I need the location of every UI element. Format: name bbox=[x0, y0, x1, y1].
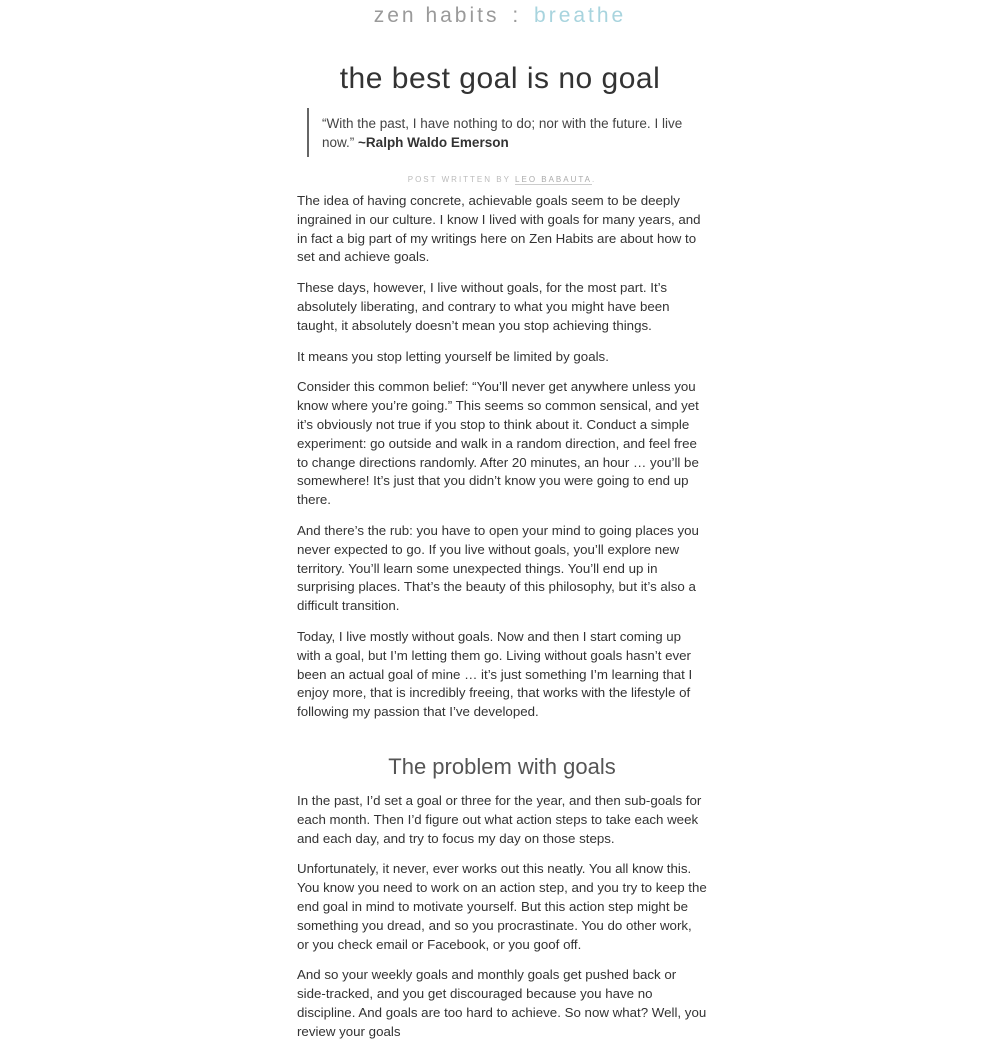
epigraph-quote bbox=[307, 108, 707, 157]
site-name-link[interactable]: zen habits bbox=[373, 4, 500, 27]
paragraph: Consider this common belief: “You’ll never get anywhere unless you know where you’re going.” This seems so common sensical, and yet it’s obviously not true if you stop to think about it. Conduct a simple experiment: go outside and walk in a random direction, and feel free to change directions randomly. After 20 minutes, an hour … you’ll be somewhere! It’s just that you didn’t know you were going to end up there. bbox=[297, 379, 699, 508]
paragraph: Today, I live mostly without goals. Now and then I start coming up with a goal, but I’m letting them go. Living without goals hasn’t ever been an actual goal of mine … it’s just something I’m learning that I enjoy more, that is incredibly freeing, that works with the lifestyle of following my passion that I’ve developed. bbox=[297, 628, 693, 720]
post-title: the best goal is no goal bbox=[339, 62, 661, 95]
site-header bbox=[0, 0, 1000, 34]
paragraph: In the past, I’d set a goal or three for the year, and then sub-goals for each month. Then I’d figure out what action steps to take each week and each day, and try to focus my day on those steps. bbox=[297, 792, 702, 846]
post-content bbox=[297, 108, 707, 1053]
article-body bbox=[297, 192, 707, 1041]
byline bbox=[297, 175, 707, 184]
author-link[interactable]: LEO BABAUTA bbox=[515, 175, 593, 184]
paragraph: The idea of having concrete, achievable goals seem to be deeply ingrained in our culture. I know I lived with goals for many years, and in fact a big part of my writings here on Zen Habits are about how to set and achieve goals. bbox=[297, 193, 701, 265]
quote-attribution: ~Ralph Waldo Emerson bbox=[358, 135, 509, 150]
paragraph: These days, however, I live without goals, for the most part. It’s absolutely liberating, and contrary to what you might have been taught, it absolutely doesn’t mean you stop achieving things. bbox=[297, 280, 670, 333]
paragraph: And there’s the rub: you have to open your mind to going places you never expected to go. If you live without goals, you’ll explore new territory. You’ll learn some unexpected things. You’ll end up in surprising places. That’s the beauty of this philosophy, but it’s also a difficult transition. bbox=[297, 522, 699, 614]
byline-suffix: . bbox=[592, 175, 597, 184]
paragraph: And so your weekly goals and monthly goals get pushed back or side-tracked, and you get discouraged because you have no discipline. And goals are too hard to achieve. So now what? Well, you review your goals bbox=[297, 967, 707, 1039]
paragraph: It means you stop letting yourself be limited by goals. bbox=[297, 348, 609, 364]
header-separator: : bbox=[512, 4, 522, 27]
byline-prefix: POST WRITTEN BY bbox=[407, 175, 511, 184]
paragraph: Unfortunately, it never, ever works out this neatly. You all know this. You know you need to work on an action step, and you try to keep the end goal in mind to motivate yourself. But this action step might be something you dread, and so you procrastinate. You do other work, or you check email or Facebook, or you goof off. bbox=[297, 861, 707, 952]
site-section-link[interactable]: breathe bbox=[534, 4, 627, 27]
section-heading: The problem with goals bbox=[388, 753, 616, 779]
quote-text: “With the past, I have nothing to do; nor with the future. I live now.” bbox=[322, 116, 683, 150]
